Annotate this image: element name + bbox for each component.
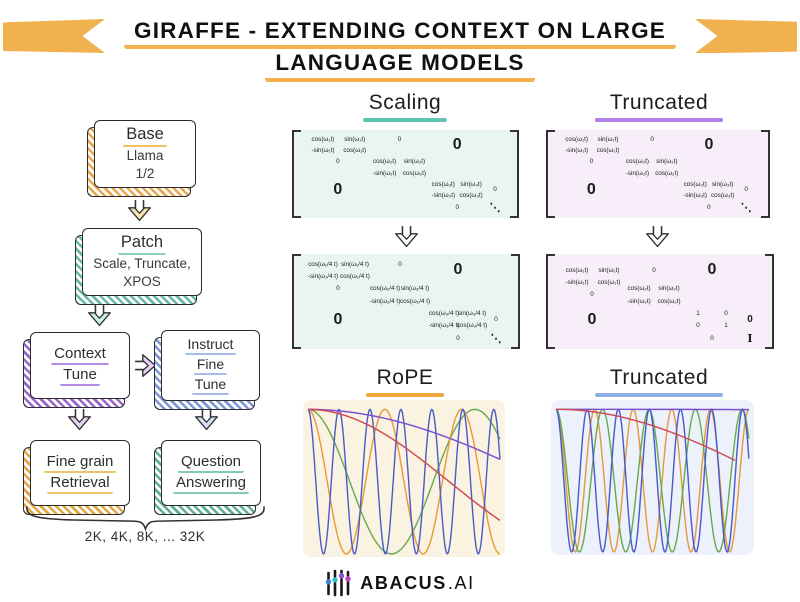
rope-waves-plot (303, 400, 505, 557)
matrix-cell: 0 (587, 310, 597, 328)
matrix-cell: -sin(ω₃t) (683, 191, 707, 199)
matrix-cell: 0 (590, 291, 594, 299)
matrix-cell: cos(ω₁/4 t) (340, 272, 370, 280)
header-truncated-label: Truncated (609, 91, 709, 114)
header-truncated-top (595, 91, 723, 122)
matrix-cell: 0 (744, 186, 748, 194)
matrix-cell: -sin(ω₁/4 t) (307, 272, 339, 280)
matrix-cell: 0 (398, 260, 402, 268)
page-title (0, 17, 800, 82)
flow-box-patch (82, 228, 202, 296)
matrix-cell: cos(ω₁t) (596, 147, 620, 155)
matrix-cell: 0 (333, 310, 343, 328)
matrix-cell: -sin(ω₂t) (627, 297, 651, 305)
matrix-rope-original-truncated (546, 130, 770, 218)
matrix-cell: cos(ω₁t) (565, 266, 589, 274)
header-underline (363, 118, 447, 122)
box-line-instruct: Instruct (185, 336, 237, 355)
matrix-cell: cos(ω₃/4 t) (456, 322, 488, 330)
box-line: Llama (126, 148, 164, 164)
matrix-cell: cos(ω₁t) (597, 279, 621, 287)
matrix-cell: sin(ω₃t) (711, 180, 734, 188)
matrix-cell: cos(ω₁t) (565, 136, 589, 144)
matrix-cell: 0 (710, 334, 714, 342)
matrix-cell: 1 (696, 309, 700, 317)
matrix-cell: 0 (724, 309, 728, 317)
matrix-cell: cos(ω₂t) (657, 297, 681, 305)
header-underline (366, 393, 444, 397)
matrix-cell: -sin(ω₂/4 t) (369, 297, 401, 305)
matrix-cell: 0 (336, 285, 340, 293)
box-line: 1/2 (135, 166, 155, 181)
arrow-down-patch-to-context (86, 302, 113, 329)
matrix-cell: 0 (494, 316, 498, 324)
arrow-down-context-to-finegrain (66, 406, 93, 433)
matrix-cell: cos(ω₂t) (625, 158, 649, 166)
matrix-cell: 1 (724, 322, 728, 330)
box-line-question: Question (178, 453, 244, 473)
header-rope-label: RoPE (376, 366, 434, 389)
matrix-cell: sin(ω₁t) (344, 136, 366, 144)
matrix-cell: 0 (650, 136, 654, 144)
matrix-cell: cos(ω₃/4 t) (428, 309, 460, 317)
box-line: Scale, Truncate, (93, 256, 191, 272)
matrix-cell: cos(ω₂/4 t) (369, 285, 401, 293)
page-title-line2: LANGUAGE MODELS (265, 49, 534, 81)
header-scaling-label: Scaling (368, 91, 442, 114)
matrix-cell: cos(ω₂t) (627, 285, 651, 293)
box-title-base: Base (123, 125, 167, 147)
matrix-cell: sin(ω₁/4 t) (340, 260, 370, 268)
logo-brand-text: ABACUS (360, 572, 447, 593)
box-line-tune: Tune (192, 376, 229, 395)
matrix-cell: 0 (333, 180, 343, 198)
matrix-rope-original-scaling (292, 130, 519, 218)
logo-suffix-text: .AI (447, 572, 475, 593)
matrix-truncated-identity (546, 254, 774, 349)
matrix-cell: cos(ω₂t) (655, 169, 679, 177)
matrix-cell: 0 (696, 322, 700, 330)
abacus-ai-logo (0, 569, 800, 597)
header-scaling (363, 91, 447, 122)
header-rope (366, 366, 444, 397)
box-line: XPOS (123, 274, 161, 289)
box-line-answering: Answering (173, 474, 249, 494)
box-line-tune: Tune (60, 366, 100, 386)
matrix-cell: sin(ω₃/4 t) (457, 309, 487, 317)
matrix-cell: sin(ω₂t) (403, 158, 426, 166)
matrix-cell: -sin(ω₁t) (565, 279, 589, 287)
matrix-cell: sin(ω₂/4 t) (400, 285, 430, 293)
matrix-cell: 0 (493, 186, 497, 194)
matrix-cell: -sin(ω₁t) (311, 147, 335, 155)
matrix-cell: cos(ω₂/4 t) (399, 297, 431, 305)
matrix-cell: sin(ω₂t) (656, 158, 678, 166)
page-title-line1: GIRAFFE - EXTENDING CONTEXT ON LARGE (124, 17, 676, 49)
matrix-cell: sin(ω₂t) (658, 285, 680, 293)
header-truncated-label: Truncated (609, 366, 709, 389)
matrix-cell: 0 (452, 136, 462, 154)
matrix-cell: cos(ω₁t) (311, 136, 335, 144)
matrix-cell: cos(ω₂t) (402, 169, 426, 177)
arrow-down-base-to-patch (126, 197, 153, 224)
matrix-cell: 0 (397, 136, 402, 144)
flow-box-context-tune (30, 332, 130, 399)
matrix-cell: ⋱ (490, 331, 502, 345)
matrix-cell: ⋱ (489, 201, 501, 214)
matrix-cell: 0 (652, 266, 656, 274)
matrix-cell: cos(ω₃t) (431, 180, 455, 188)
arrow-down-instruct-to-question (193, 406, 220, 433)
matrix-cell: cos(ω₃t) (711, 191, 735, 199)
matrix-cell: cos(ω₁/4 t) (308, 260, 338, 268)
matrix-cell: 0 (453, 261, 463, 279)
box-line-fine: Fine (194, 356, 227, 375)
matrix-cell: 0 (747, 314, 753, 326)
matrix-cell: 0 (704, 136, 714, 154)
matrix-cell: 0 (586, 180, 596, 198)
abacus-logo-icon (325, 569, 352, 597)
matrix-cell: I (747, 331, 753, 345)
context-sizes-label: 2K, 4K, 8K, ... 32K (84, 529, 206, 544)
matrix-cell: sin(ω₁t) (598, 266, 620, 274)
truncated-waves-plot (551, 400, 754, 555)
matrix-cell: sin(ω₃t) (460, 180, 482, 188)
matrix-cell: cos(ω₁t) (343, 147, 367, 155)
matrix-rope-scaled (292, 254, 520, 349)
matrix-cell: cos(ω₃t) (683, 180, 707, 188)
matrix-cell: 0 (589, 158, 594, 166)
header-truncated-bottom (595, 366, 723, 397)
flow-box-question-answering (161, 440, 261, 506)
matrix-cell: -sin(ω₁t) (565, 147, 589, 155)
matrix-cell: -sin(ω₂t) (625, 169, 650, 177)
flow-box-fine-grain-retrieval (30, 440, 130, 506)
arrow-down-scaling-transform (393, 223, 420, 250)
flow-box-instruct-fine-tune (161, 330, 260, 401)
box-line-fine-grain: Fine grain (44, 453, 117, 473)
matrix-cell: 0 (455, 204, 459, 211)
box-line-retrieval: Retrieval (47, 474, 112, 494)
header-underline (595, 118, 723, 122)
box-title-patch: Patch (118, 233, 166, 255)
arrow-down-truncated-transform (644, 223, 671, 250)
matrix-cell: cos(ω₂t) (373, 158, 397, 166)
matrix-cell: -sin(ω₃t) (431, 191, 456, 199)
matrix-cell: 0 (707, 261, 717, 279)
matrix-cell: sin(ω₁t) (597, 136, 619, 144)
box-line-context: Context (51, 345, 109, 365)
matrix-cell: 0 (456, 334, 460, 342)
header-underline (595, 393, 723, 397)
matrix-cell: -sin(ω₂t) (372, 169, 397, 177)
flow-box-base (94, 120, 196, 188)
matrix-cell: 0 (707, 204, 711, 211)
matrix-cell: ⋱ (740, 201, 752, 214)
matrix-cell: -sin(ω₃/4 t) (428, 322, 460, 330)
matrix-cell: cos(ω₃t) (459, 191, 483, 199)
matrix-cell: 0 (336, 158, 340, 166)
